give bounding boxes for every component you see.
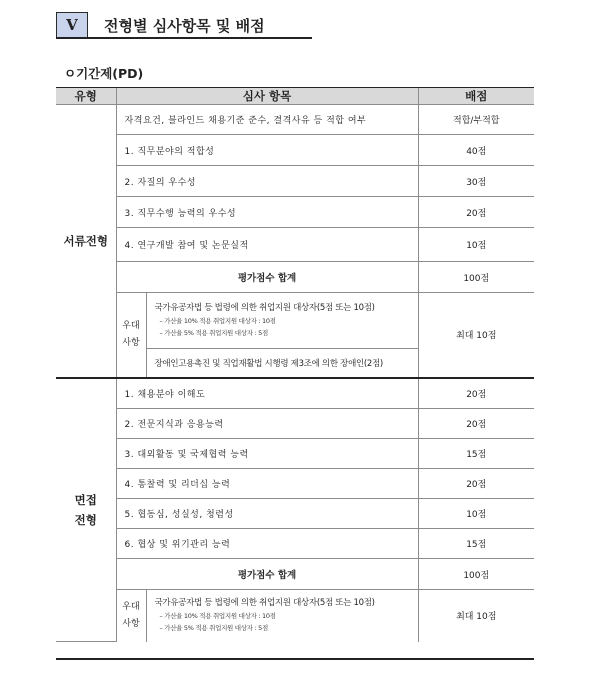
preference-score: 최대 10점 [418, 293, 534, 378]
preference-main-text: 국가유공자법 등 법령에 의한 취업지원 대상자(5점 또는 10점) [154, 598, 375, 609]
preference-label [116, 590, 146, 642]
item-text: 4. 연구개발 참여 및 논문실적 [116, 228, 418, 262]
preference-row [56, 590, 534, 642]
score-text: 20점 [418, 197, 534, 228]
total-row [56, 559, 534, 590]
subtitle: ㅇ기간제(PD) [64, 66, 144, 81]
header-score: 배점 [418, 88, 534, 105]
score-eligibility: 적합/부적합 [418, 105, 534, 135]
preference-row [56, 293, 534, 349]
total-label: 평가점수 합계 [116, 559, 418, 590]
item-text: 3. 직무수행 능력의 우수성 [116, 197, 418, 228]
table-bottom-rule [56, 658, 534, 660]
item-eligibility: 자격요건, 블라인드 채용기준 준수, 결격사유 등 적합 여부 [116, 105, 418, 135]
preference-score: 최대 10점 [418, 590, 534, 642]
preference-sub-5: – 가산율 5% 적용 취업지원 대상자 : 5점 [159, 624, 268, 633]
item-text: 3. 대외활동 및 국제협력 능력 [116, 439, 418, 469]
score-text: 15점 [418, 529, 534, 559]
table-row [56, 197, 534, 228]
total-score: 100점 [418, 262, 534, 293]
evaluation-table [56, 88, 534, 642]
section-number: V [56, 12, 88, 38]
type-interview-text: 면접 전형 [74, 492, 97, 527]
score-text: 10점 [418, 228, 534, 262]
preference-disability: 장애인고용촉진 및 직업재활법 시행령 제3조에 의한 장애인(2점) [146, 349, 418, 378]
section-underline [56, 37, 312, 39]
type-document-screening: 서류전형 [56, 105, 116, 378]
section-header [56, 12, 312, 38]
table-row [56, 439, 534, 469]
score-text: 20점 [418, 378, 534, 409]
table-row [56, 469, 534, 499]
table-row [56, 228, 534, 262]
preference-sub-10: – 가산율 10% 적용 취업지원 대상자 : 10점 [159, 612, 276, 621]
item-text: 4. 통찰력 및 리더십 능력 [116, 469, 418, 499]
total-score: 100점 [418, 559, 534, 590]
score-text: 20점 [418, 409, 534, 439]
header-item: 심사 항목 [116, 88, 418, 105]
table-row [56, 529, 534, 559]
score-text: 40점 [418, 135, 534, 166]
score-text: 20점 [418, 469, 534, 499]
table-row [56, 378, 534, 409]
preference-sub-10: – 가산율 10% 적용 취업지원 대상자 : 10점 [159, 317, 276, 325]
score-text: 15점 [418, 439, 534, 469]
table-row [56, 166, 534, 197]
item-text: 2. 전문지식과 응용능력 [116, 409, 418, 439]
score-text: 10점 [418, 499, 534, 529]
item-text: 1. 채용분야 이해도 [116, 378, 418, 409]
score-text: 30점 [418, 166, 534, 197]
item-text: 5. 협동심, 성실성, 청렴성 [116, 499, 418, 529]
preference-label-text: 우대 사항 [122, 320, 140, 348]
total-row [56, 262, 534, 293]
preference-label [116, 293, 146, 378]
table-header-row [56, 88, 534, 105]
item-text: 2. 자질의 우수성 [116, 166, 418, 197]
preference-veterans [146, 293, 418, 349]
section-title: 전형별 심사항목 및 배점 [104, 17, 265, 35]
preference-main-text: 국가유공자법 등 법령에 의한 취업지원 대상자(5점 또는 10점) [154, 303, 375, 313]
table-row [56, 135, 534, 166]
table-row [56, 409, 534, 439]
table-row [56, 499, 534, 529]
header-type: 유형 [56, 88, 116, 105]
item-text: 1. 직무분야의 적합성 [116, 135, 418, 166]
table-row [56, 105, 534, 135]
preference-veterans [146, 590, 418, 642]
item-text: 6. 협상 및 위기관리 능력 [116, 529, 418, 559]
preference-sub-5: – 가산율 5% 적용 취업지원 대상자 : 5점 [159, 329, 268, 337]
type-interview [56, 378, 116, 642]
total-label: 평가점수 합계 [116, 262, 418, 293]
preference-label-text: 우대 사항 [122, 601, 140, 629]
